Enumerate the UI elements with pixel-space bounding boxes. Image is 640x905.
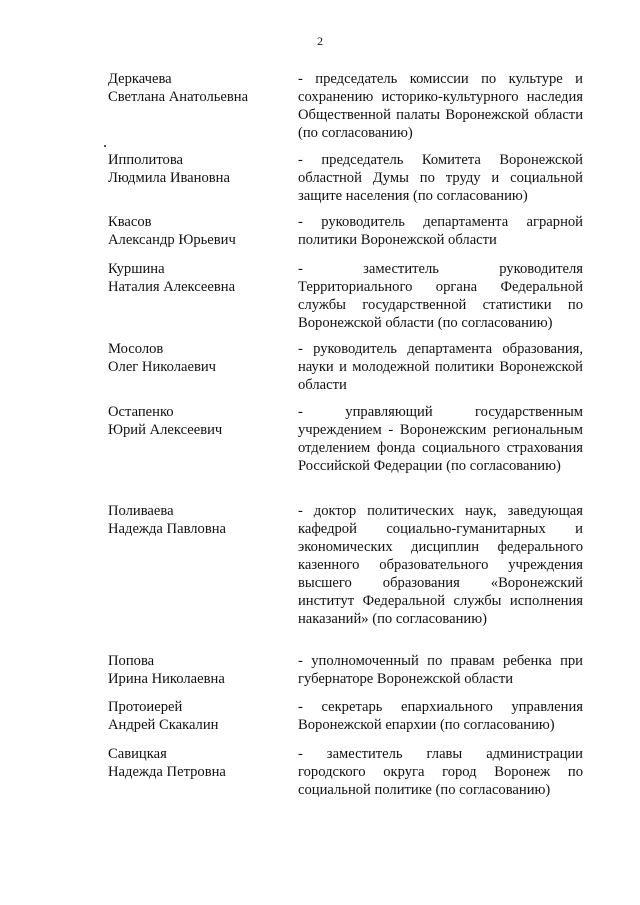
page-number: 2 (317, 34, 323, 48)
member-surname: Савицкая (108, 746, 167, 762)
member-name (108, 70, 283, 106)
member-role: - председатель Комитета Воронежской областной Думы по труду и социальной защите населения (по согласованию) (298, 152, 583, 204)
member-role: - управляющий государственным учреждением - Воронежским региональным отделением фонда социального страхования Российской Федерации (по согласованию) (298, 404, 583, 474)
member-surname: Остапенко (108, 404, 174, 420)
member-surname: Протоиерей (108, 699, 183, 715)
member-surname: Деркачева (108, 71, 172, 87)
member-role: - председатель комиссии по культуре и сохранению историко-культурного наследия Общественной палаты Воронежской области (по согласованию) (298, 71, 583, 141)
member-name (108, 502, 283, 538)
member-name (108, 260, 283, 296)
member-surname: Мосолов (108, 341, 164, 357)
member-name (108, 340, 283, 376)
member-given-name: Ирина Николаевна (108, 671, 225, 687)
member-role: - заместитель руководителя Территориального органа Федеральной службы государственной статистики по Воронежской области (по согласованию) (298, 261, 583, 331)
member-given-name: Светлана Анатольевна (108, 89, 249, 105)
member-given-name: Надежда Павловна (108, 521, 227, 537)
member-given-name: Олег Николаевич (108, 359, 217, 375)
member-surname: Ипполитова (108, 152, 184, 168)
member-role: - уполномоченный по правам ребенка при губернаторе Воронежской области (298, 653, 583, 687)
member-role: - доктор политических наук, заведующая кафедрой социально-гуманитарных и экономических дисциплин федерального казенного образовательного учреждения высшего образования «Воронежский институт Федеральной службы исполнения наказаний» (по согласованию) (298, 503, 583, 627)
member-name (108, 151, 283, 187)
member-surname: Куршина (108, 261, 165, 277)
member-role: - руководитель департамента аграрной политики Воронежской области (298, 214, 583, 248)
member-role: - секретарь епархиального управления Воронежской епархии (по согласованию) (298, 699, 583, 733)
member-name (108, 745, 283, 781)
member-given-name: Александр Юрьевич (108, 232, 236, 248)
member-role: - заместитель главы администрации городского округа город Воронеж по социальной политике (по согласованию) (298, 746, 583, 798)
member-role: - руководитель департамента образования, науки и молодежной политики Воронежской области (298, 341, 583, 393)
member-name (108, 403, 283, 439)
member-given-name: Надежда Петровна (108, 764, 226, 780)
member-name (108, 698, 283, 734)
member-given-name: Юрий Алексеевич (108, 422, 223, 438)
member-surname: Попова (108, 653, 155, 669)
scan-speck (104, 145, 106, 147)
member-name (108, 213, 283, 249)
member-given-name: Людмила Ивановна (108, 170, 230, 186)
member-given-name: Андрей Скакалин (108, 717, 219, 733)
member-surname: Квасов (108, 214, 152, 230)
member-name (108, 652, 283, 688)
member-given-name: Наталия Алексеевна (108, 279, 236, 295)
member-surname: Поливаева (108, 503, 174, 519)
